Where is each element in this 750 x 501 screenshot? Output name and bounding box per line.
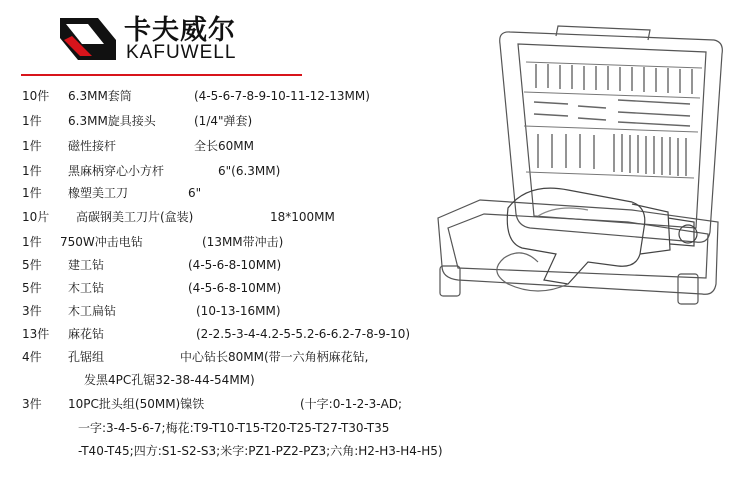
spec-qty: 5件 (22, 258, 42, 272)
spec-qty: 3件 (22, 397, 42, 411)
spec-detail-continued: 发黑4PC孔锯32-38-44-54MM) (84, 373, 255, 387)
spec-qty: 5件 (22, 281, 42, 295)
spec-qty: 10片 (22, 210, 50, 224)
spec-name: 孔锯组 (68, 350, 105, 364)
spec-qty: 1件 (22, 114, 42, 128)
spec-detail: (2-2.5-3-4-4.2-5-5.2-6-6.2-7-8-9-10) (196, 327, 411, 341)
spec-qty: 1件 (22, 186, 42, 200)
spec-name: 麻花钻 (68, 327, 105, 341)
spec-qty: 1件 (22, 139, 42, 153)
spec-name: 6.3MM套筒 (68, 89, 132, 103)
spec-detail: (4-5-6-7-8-9-10-11-12-13MM) (194, 89, 370, 103)
spec-name: 750W冲击电钻 (60, 235, 143, 249)
spec-name: 橡塑美工刀 (68, 186, 129, 200)
spec-qty: 4件 (22, 350, 42, 364)
spec-row (22, 278, 452, 298)
spec-row (22, 161, 452, 181)
spec-detail: (4-5-6-8-10MM) (188, 258, 282, 272)
spec-name: 木工钻 (68, 281, 105, 295)
brand-name-cn: 卡夫威尔 (124, 15, 236, 46)
spec-detail: 6"(6.3MM) (218, 164, 281, 178)
spec-row (22, 324, 522, 344)
spec-detail: 18*100MM (270, 210, 335, 224)
spec-row (22, 301, 452, 321)
spec-name: 木工扁钻 (68, 304, 117, 318)
spec-detail: (4-5-6-8-10MM) (188, 281, 282, 295)
spec-detail: 中心钻长80MM(带一六角柄麻花钻, (180, 350, 369, 364)
spec-row-continued (78, 418, 548, 438)
spec-row (22, 136, 452, 156)
spec-row-continued (78, 441, 568, 461)
spec-row (22, 111, 452, 131)
spec-row (22, 86, 452, 106)
spec-detail: (1/4"弹套) (194, 114, 253, 128)
spec-name: 黑麻柄穿心小方杆 (68, 164, 165, 178)
brand-name-en: KAFUWELL (126, 42, 237, 63)
spec-detail: (十字:0-1-2-3-AD; (300, 397, 403, 411)
spec-name: 建工钻 (68, 258, 105, 272)
spec-row (22, 347, 482, 367)
spec-row (22, 183, 452, 203)
spec-detail-continued: 一字:3-4-5-6-7;梅花:T9-T10-T15-T20-T25-T27-T30-T35 (78, 421, 390, 435)
spec-name: 6.3MM旋具接头 (68, 114, 156, 128)
spec-qty: 1件 (22, 235, 42, 249)
spec-detail-continued: -T40-T45;四方:S1-S2-S3;米字:PZ1-PZ2-PZ3;六角:H2-H3-H4-H5) (78, 444, 443, 458)
spec-detail: 6" (188, 186, 202, 200)
spec-row (22, 255, 452, 275)
spec-qty: 10件 (22, 89, 50, 103)
tool-kit-case-illustration (418, 22, 730, 312)
spec-detail: (13MM带冲击) (202, 235, 284, 249)
spec-qty: 1件 (22, 164, 42, 178)
spec-detail: (10-13-16MM) (196, 304, 281, 318)
spec-row (22, 207, 452, 227)
spec-qty: 3件 (22, 304, 42, 318)
spec-qty: 13件 (22, 327, 50, 341)
spec-name: 磁性接杆 (68, 139, 117, 153)
spec-row (22, 232, 452, 252)
spec-name: 高碳钢美工刀片(盒装) (76, 210, 194, 224)
spec-row-continued (84, 370, 484, 390)
spec-detail: 全长60MM (194, 139, 254, 153)
spec-row (22, 394, 482, 414)
spec-name: 10PC批头组(50MM)镍铁 (68, 397, 205, 411)
